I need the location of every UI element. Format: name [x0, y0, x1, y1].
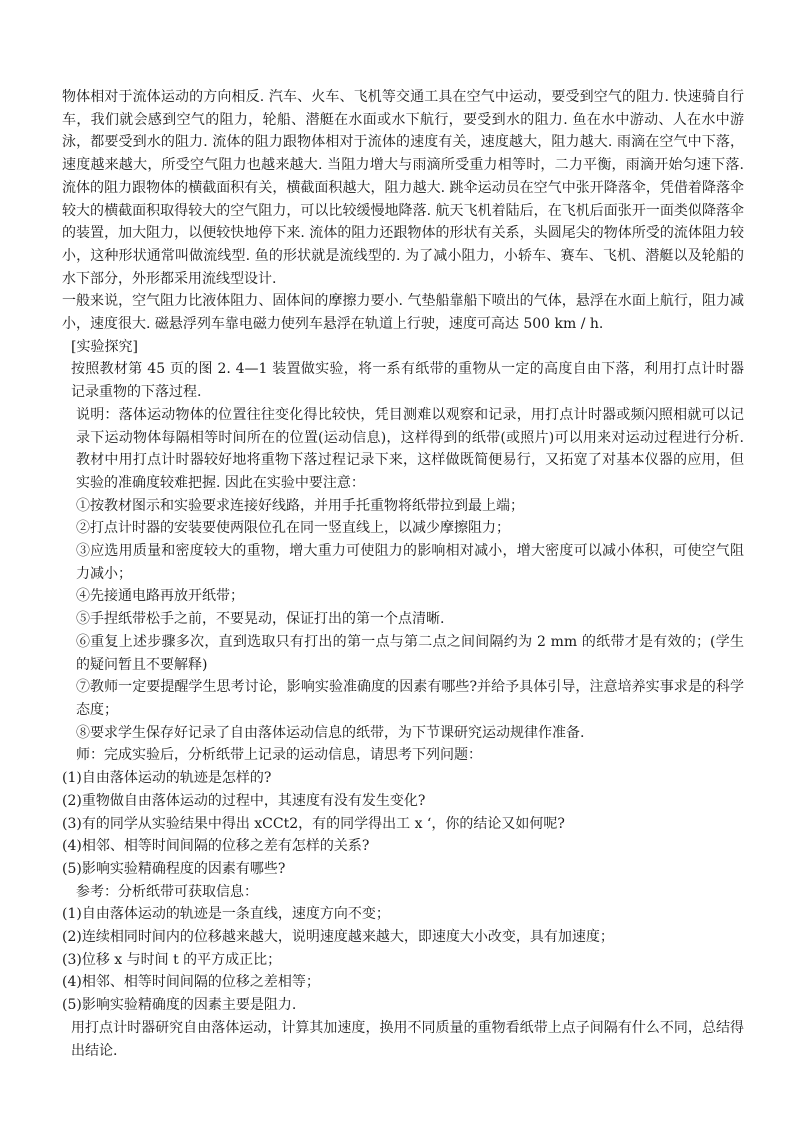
list-item-step-7: ⑦教师一定要提醒学生思考讨论，影响实验准确度的因素有哪些?并给予具体引导，注意培养实事求是的科学态度； [76, 679, 744, 718]
paragraph-explanation: 说明：落体运动物体的位置往往变化得比较快，凭目测难以观察和记录，用打点计时器或频闪照相就可以记录下运动物体每隔相等时间所在的位置(运动信息)，这样得到的纸带(或照片)可以用来对运动过程进行分析. 教材中用打点计时器较好地将重物下落过程记录下来，这样做既简便易行，又拓宽了对基本仪器的应用，但实验的准确度较难把握. 因此在实验中要注意： [76, 406, 744, 491]
list-item-step-3: ③应选用质量和密度较大的重物，增大重力可使阻力的影响相对减小，增大密度可以减小体积，可使空气阻力减小； [76, 543, 744, 582]
question-3: (3)有的同学从实验结果中得出 xCCt2，有的同学得出工 x ‘，你的结论又如何呢? [62, 815, 565, 832]
section-heading-experiment: [实验探究] [71, 338, 138, 355]
answer-4: (4)相邻、相等时间间隔的位移之差相等； [62, 974, 320, 991]
question-1: (1)自由落体运动的轨迹是怎样的? [62, 770, 272, 787]
list-item-step-6: ⑥重复上述步骤多次，直到选取只有打出的第一点与第二点之间间隔约为 2 mm 的纸带才是有效的；(学生的疑问暂且不要解释) [76, 633, 744, 673]
paragraph-reference: 参考：分析纸带可获取信息： [76, 883, 258, 900]
paragraph-teacher-prompt: 师：完成实验后，分析纸带上记录的运动信息，请思考下列问题： [76, 747, 482, 764]
paragraph-air-resistance: 一般来说，空气阻力比液体阻力、固体间的摩擦力要小. 气垫船靠船下喷出的气体，悬浮在水面上航行，阻力减小，速度很大. 磁悬浮列车靠电磁力使列车悬浮在轨道上行驶，速度可高达 500 km / h. [62, 293, 744, 333]
list-item-step-4: ④先接通电路再放开纸带； [76, 588, 244, 605]
list-item-step-5: ⑤手捏纸带松手之前，不要晃动，保证打出的第一个点清晰. [76, 611, 445, 628]
question-4: (4)相邻、相等时间间隔的位移之差有怎样的关系? [62, 838, 370, 855]
answer-1: (1)自由落体运动的轨迹是一条直线，速度方向不变； [62, 906, 390, 923]
question-2: (2)重物做自由落体运动的过程中，其速度有没有发生变化? [62, 792, 426, 809]
paragraph-fluid-resistance: 物体相对于流体运动的方向相反. 汽车、火车、飞机等交通工具在空气中运动，要受到空气的阻力. 快速骑自行车，我们就会感到空气的阻力，轮船、潜艇在水面或水下航行，要受到水的阻力. 鱼在水中游动、人在水中游泳，都要受到水的阻力. 流体的阻力跟物体相对于流体的速度有关，速度越大，阻力越大. 雨滴在空气中下落，速度越来越大，所受空气阻力也越来越大. 当阻力增大与雨滴所受重力相等时，二力平衡，雨滴开始匀速下落. 流体的阻力跟物体的横截面积有关，横截面积越大，阻力越大. 跳伞运动员在空气中张开降落伞，凭借着降落伞较大的横截面积取得较大的空气阻力，可以比较缓慢地降落. 航天飞机着陆后，在飞机后面张开一面类似降落伞的装置，加大阻力，以便较快地停下来. 流体的阻力还跟物体的形状有关系，头圆尾尖的物体所受的流体阻力较小，这种形状通常叫做流线型. 鱼的形状就是流线型的. 为了减小阻力，小轿车、赛车、飞机、潜艇以及轮船的水下部分，外形都采用流线型设计. [62, 89, 744, 287]
paragraph-experiment-setup: 按照教材第 45 页的图 2. 4—1 装置做实验，将一系有纸带的重物从一定的高度自由下落，利用打点计时器记录重物的下落过程. [71, 361, 744, 401]
list-item-step-1: ①按教材图示和实验要求连接好线路，并用手托重物将纸带拉到最上端； [76, 497, 524, 514]
answer-5: (5)影响实验精确度的因素主要是阻力. [62, 997, 297, 1014]
answer-2: (2)连续相同时间内的位移越来越大，说明速度越来越大，即速度大小改变，具有加速度； [62, 929, 614, 946]
paragraph-conclusion: 用打点计时器研究自由落体运动，计算其加速度，换用不同质量的重物看纸带上点子间隔有什么不同，总结得出结论. [71, 1019, 744, 1059]
list-item-step-8: ⑧要求学生保存好记录了自由落体运动信息的纸带，为下节课研究运动规律作准备. [76, 724, 585, 741]
list-item-step-2: ②打点计时器的安装要使两限位孔在同一竖直线上，以减少摩擦阻力； [76, 520, 510, 537]
answer-3: (3)位移 x 与时间 t 的平方成正比； [62, 951, 282, 968]
question-5: (5)影响实验精确程度的因素有哪些? [62, 860, 286, 877]
